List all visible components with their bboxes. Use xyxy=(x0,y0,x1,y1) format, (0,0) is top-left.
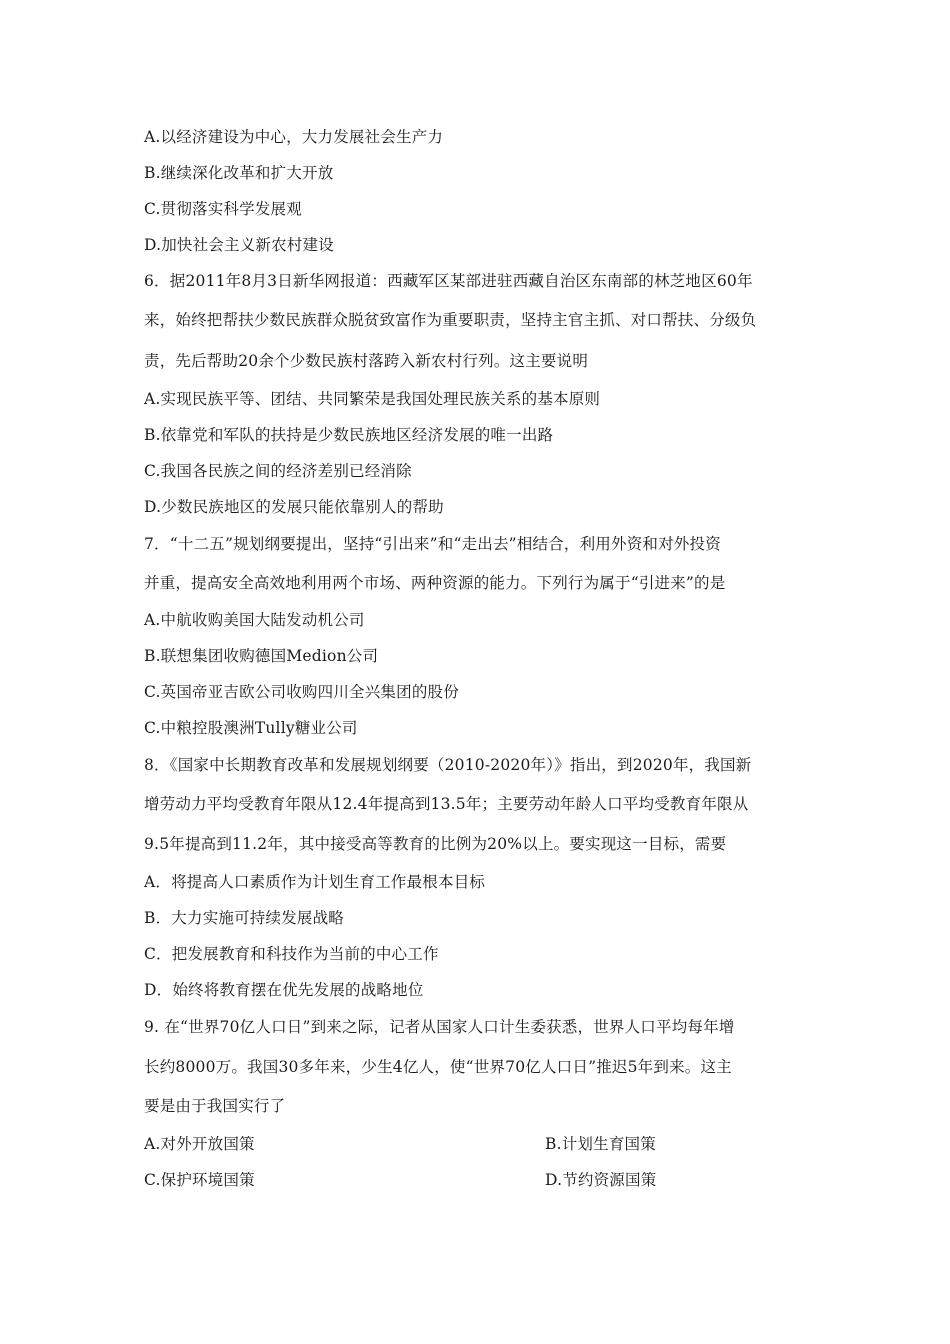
q9-option-b: B.计划生育国策 xyxy=(545,1135,656,1153)
q7-stem-line-1: 7．“十二五”规划纲要提出，坚持“引出来”和“走出去”相结合，利用外资和对外投资 xyxy=(144,535,721,553)
q8-stem-line-1: 8．《国家中长期教育改革和发展规划纲要（2010-2020年）》指出，到2020年，我国新 xyxy=(144,756,752,774)
q8-option-d: D．始终将教育摆在优先发展的战略地位 xyxy=(144,981,424,999)
q9-option-a: A.对外开放国策 xyxy=(144,1135,255,1153)
q9-option-c: C.保护环境国策 xyxy=(144,1171,255,1189)
q6-option-b: B.依靠党和军队的扶持是少数民族地区经济发展的唯一出路 xyxy=(144,426,554,444)
q8-stem-line-3: 9.5年提高到11.2年，其中接受高等教育的比例为20%以上。要实现这一目标，需要 xyxy=(144,835,727,853)
q9-stem-line-2: 长约8000万。我国30多年来，少生4亿人，使“世界70亿人口日”推迟5年到来。这主 xyxy=(144,1058,732,1076)
q9-stem-line-1: 9. 在“世界70亿人口日”到来之际，记者从国家人口计生委获悉，世界人口平均每年增 xyxy=(144,1018,735,1036)
q8-option-c: C．把发展教育和科技作为当前的中心工作 xyxy=(144,945,439,963)
q7-option-b: B.联想集团收购德国Medion公司 xyxy=(144,647,379,665)
q6-option-d: D.少数民族地区的发展只能依靠别人的帮助 xyxy=(144,498,444,516)
q6-option-a: A.实现民族平等、团结、共同繁荣是我国处理民族关系的基本原则 xyxy=(144,390,601,408)
q5-option-b: B.继续深化改革和扩大开放 xyxy=(144,164,334,182)
q9-stem-line-3: 要是由于我国实行了 xyxy=(144,1097,286,1115)
q7-stem-line-2: 并重，提高安全高效地利用两个市场、两种资源的能力。下列行为属于“引进来”的是 xyxy=(144,574,726,592)
q7-option-a: A.中航收购美国大陆发动机公司 xyxy=(144,611,365,629)
q6-stem-line-2: 来，始终把帮扶少数民族群众脱贫致富作为重要职责，坚持主官主抓、对口帮扶、分级负 xyxy=(144,311,757,329)
q6-stem-line-1: 6．据2011年8月3日新华网报道：西藏军区某部进驻西藏自治区东南部的林芝地区60年 xyxy=(144,272,753,290)
q7-option-c: C.英国帝亚吉欧公司收购四川全兴集团的股份 xyxy=(144,683,459,701)
q6-option-c: C.我国各民族之间的经济差别已经消除 xyxy=(144,462,412,480)
q7-option-d: C.中粮控股澳洲Tully糖业公司 xyxy=(144,719,358,737)
q8-option-a: A．将提高人口素质作为计划生育工作最根本目标 xyxy=(144,873,486,891)
q8-stem-line-2: 增劳动力平均受教育年限从12.4年提高到13.5年；主要劳动年龄人口平均受教育年限从 xyxy=(144,795,749,813)
q5-option-d: D.加快社会主义新农村建设 xyxy=(144,236,334,254)
q6-stem-line-3: 责，先后帮助20余个少数民族村落跨入新农村行列。这主要说明 xyxy=(144,352,589,370)
q5-option-a: A.以经济建设为中心，大力发展社会生产力 xyxy=(144,128,444,146)
q8-option-b: B．大力实施可持续发展战略 xyxy=(144,909,344,927)
q9-option-d: D.节约资源国策 xyxy=(545,1171,657,1189)
q5-option-c: C.贯彻落实科学发展观 xyxy=(144,200,302,218)
